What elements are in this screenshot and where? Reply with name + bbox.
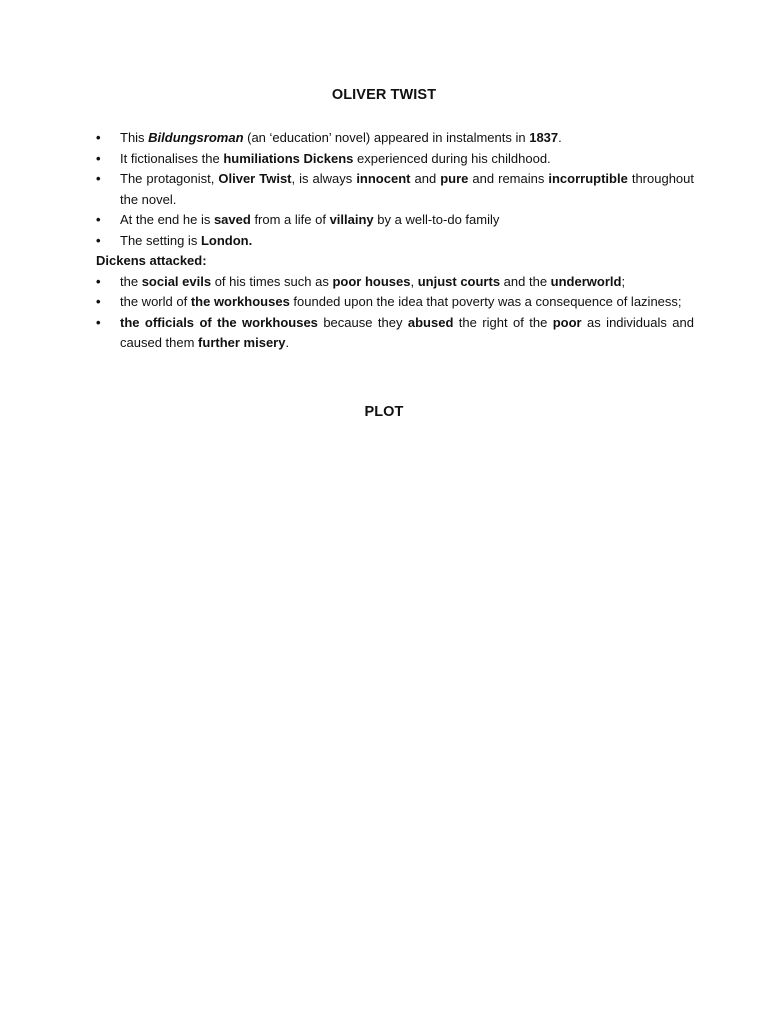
bullet-item: [96, 292, 694, 313]
body-text: the world of: [120, 294, 191, 309]
emphasis-text: Oliver Twist: [218, 171, 292, 186]
body-text: the: [120, 273, 142, 289]
bullet-item: [96, 313, 694, 354]
body-text: and the: [500, 273, 551, 289]
document-body: [96, 128, 694, 354]
body-text: .: [285, 335, 290, 350]
body-text: .: [558, 130, 562, 145]
emphasis-text: unjust courts: [417, 273, 501, 289]
subheading-dickens-attacked: Dickens attacked:: [96, 253, 207, 268]
body-text: experienced during his childhood.: [353, 150, 551, 166]
body-text: (an ‘education’ novel) appeared in instalments in: [243, 130, 530, 145]
attack-bullet-list: [96, 272, 694, 354]
bullet-item: [96, 210, 694, 231]
body-text: , is always: [291, 171, 357, 186]
bullet-glyph: •: [96, 212, 101, 227]
body-text: ;: [621, 273, 626, 289]
body-text: because they: [317, 314, 408, 330]
emphasis-text: humiliations Dickens: [223, 150, 354, 166]
emphasis-text: the workhouses: [190, 294, 290, 309]
body-text: throughout the novel.: [120, 171, 695, 207]
bullet-glyph: •: [96, 273, 101, 289]
emphasis-text: London.: [200, 232, 253, 248]
emphasis-text: abused: [407, 314, 454, 330]
emphasis-text: poor houses: [332, 273, 411, 289]
body-text: and remains: [468, 171, 549, 186]
emphasis-text: villainy: [329, 212, 374, 227]
bullet-glyph: •: [96, 171, 101, 186]
body-text: the right of the: [453, 314, 553, 330]
body-text: The setting is: [120, 232, 201, 248]
body-text: At the end he is: [120, 212, 214, 227]
bullet-glyph: •: [96, 232, 101, 248]
emphasis-text: 1837: [529, 130, 559, 145]
body-text: It fictionalises the: [120, 150, 224, 166]
body-text: from a life of: [250, 212, 330, 227]
bullet-item: [96, 149, 694, 170]
bullet-glyph: •: [96, 294, 101, 309]
emphasis-text: incorruptible: [548, 171, 628, 186]
emphasis-text: social evils: [141, 273, 212, 289]
bullet-item: [96, 231, 694, 252]
emphasis-text: underworld: [550, 273, 622, 289]
emphasis-text: pure: [440, 171, 469, 186]
bullet-item: [96, 169, 694, 210]
bullet-item: [96, 128, 694, 149]
intro-bullet-list: [96, 128, 694, 251]
body-text: founded upon the idea that poverty was a consequence of laziness;: [289, 294, 682, 309]
body-text: by a well-to-do family: [373, 212, 500, 227]
body-text: of his times such as: [211, 273, 333, 289]
section-title-plot: PLOT: [364, 404, 404, 420]
emphasis-italic-text: Bildungsroman: [148, 130, 244, 145]
emphasis-text: saved: [213, 212, 251, 227]
emphasis-text: innocent: [356, 171, 411, 186]
emphasis-text: the officials of the workhouses: [120, 314, 318, 330]
body-text: as individuals and caused them: [120, 314, 694, 350]
emphasis-text: poor: [552, 314, 582, 330]
bullet-item: [96, 272, 694, 293]
body-text: This: [120, 130, 149, 145]
bullet-glyph: •: [96, 314, 101, 330]
bullet-glyph: •: [96, 150, 101, 166]
emphasis-text: further misery: [198, 335, 286, 350]
body-text: ,: [410, 273, 418, 289]
body-text: and: [410, 171, 441, 186]
body-text: The protagonist,: [120, 171, 219, 186]
document-title: OLIVER TWIST: [331, 87, 437, 103]
bullet-glyph: •: [96, 130, 101, 145]
